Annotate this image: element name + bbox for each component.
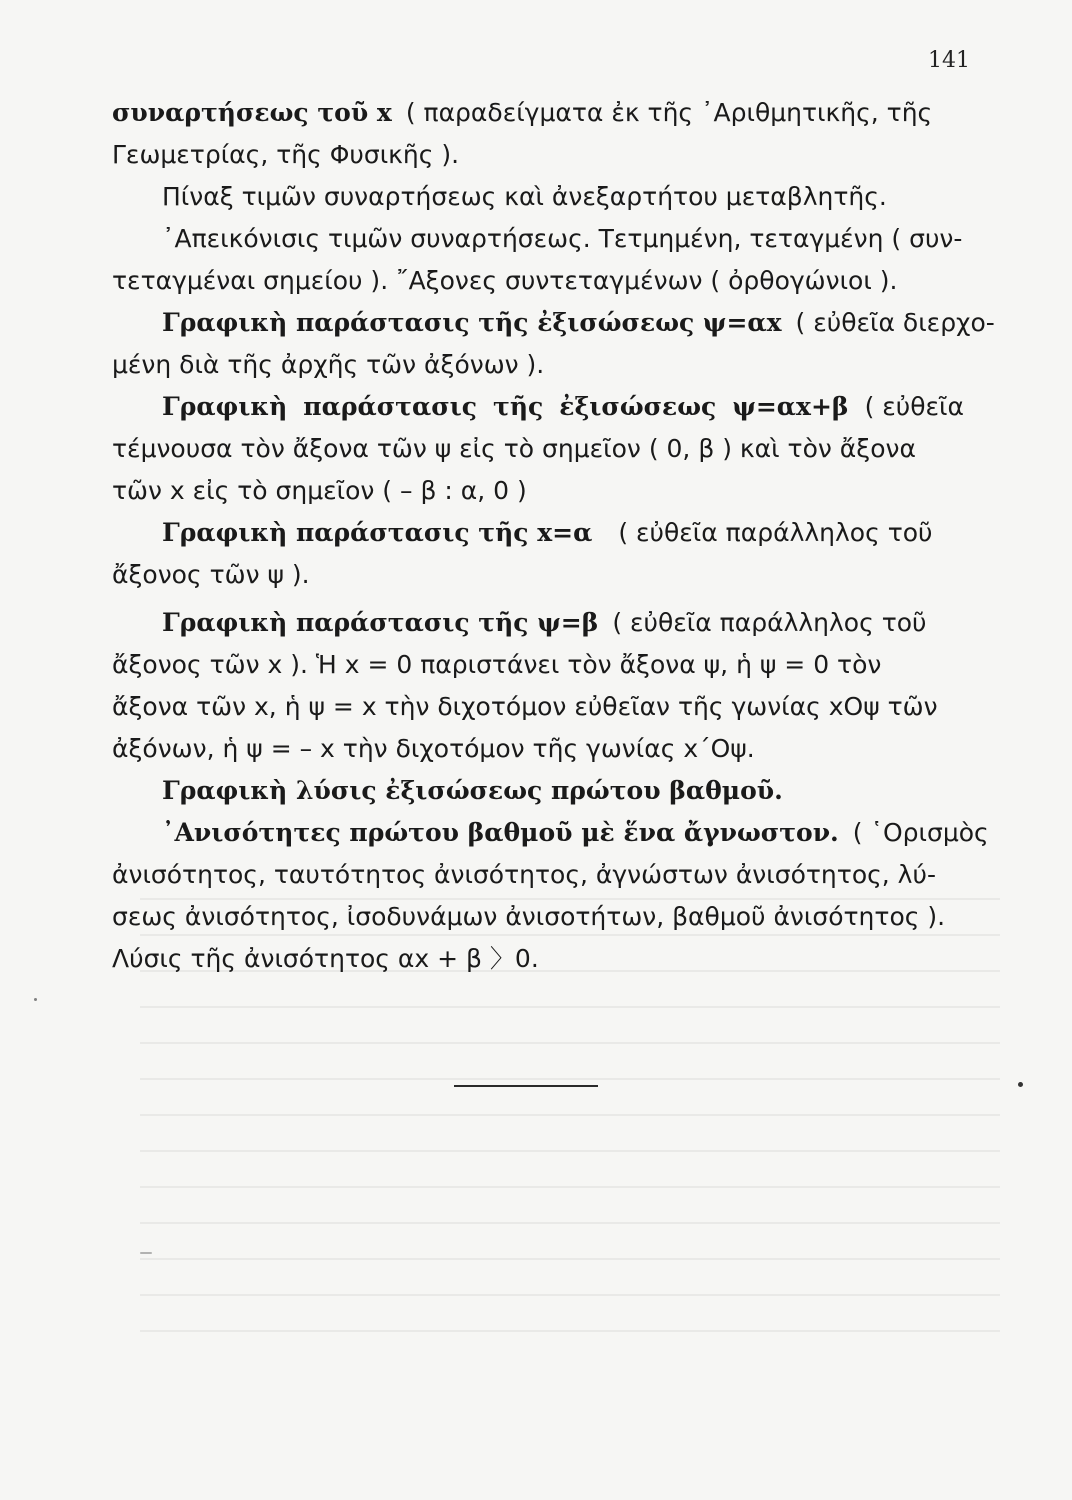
bold-heading: παράστασις bbox=[303, 392, 477, 421]
text-line-9 bbox=[112, 428, 964, 470]
bold-heading: ἐξισώσεως bbox=[559, 392, 717, 421]
text-line-1 bbox=[112, 92, 964, 134]
text-run: τῶν x εἰς τὸ σημεῖον ( – β : α, 0 ) bbox=[112, 476, 527, 505]
text-line-14 bbox=[112, 644, 964, 686]
text-line-12 bbox=[112, 554, 964, 596]
text-line-13 bbox=[112, 602, 964, 644]
text-line-8 bbox=[112, 386, 964, 428]
text-line-15 bbox=[112, 686, 964, 728]
text-line-18 bbox=[112, 812, 989, 854]
text-run: Γεωμετρίας, τῆς Φυσικῆς ). bbox=[112, 140, 460, 169]
print-speck bbox=[1018, 1082, 1023, 1087]
page-body bbox=[112, 92, 995, 980]
bold-heading: Γραφικὴ bbox=[162, 392, 288, 421]
text-line-5 bbox=[112, 260, 964, 302]
text-run: ἀξόνων, ἡ ψ = – x τὴν διχοτόμον τῆς γωνίας x΄Oψ. bbox=[112, 734, 755, 763]
text-line-11 bbox=[112, 512, 964, 554]
text-run: τεταγμέναι σημείου ). ῎Αξονες συντεταγμένων ( ὀρθογώνιοι ). bbox=[112, 266, 898, 295]
text-run: μένη διὰ τῆς ἀρχῆς τῶν ἀξόνων ). bbox=[112, 350, 545, 379]
text-line-4 bbox=[112, 218, 964, 260]
text-line-2 bbox=[112, 134, 964, 176]
print-speck bbox=[140, 1252, 152, 1254]
bold-term: συναρτήσεως τοῦ x bbox=[112, 98, 392, 127]
bold-heading: Γραφικὴ παράστασις τῆς ψ=β bbox=[162, 608, 599, 637]
bold-formula: ψ=αx+β bbox=[732, 392, 849, 421]
text-run: ( εὐθεῖα παράλληλος τοῦ bbox=[612, 608, 927, 637]
section-divider bbox=[454, 1085, 598, 1087]
bold-heading: ᾽Ανισότητες πρώτου βαθμοῦ μὲ ἕνα ἄγνωστον. bbox=[162, 818, 839, 847]
text-line-16 bbox=[112, 728, 964, 770]
bold-heading: τῆς bbox=[493, 392, 544, 421]
bold-heading: Γραφικὴ λύσις ἐξισώσεως πρώτου βαθμοῦ. bbox=[162, 776, 783, 805]
text-run: ( ῾Ορισμὸς bbox=[852, 818, 989, 847]
text-line-6 bbox=[112, 302, 995, 344]
text-run: τέμνουσα τὸν ἄξονα τῶν ψ εἰς τὸ σημεῖον ( 0, β ) καὶ τὸν ἄξονα bbox=[112, 434, 916, 463]
text-run: σεως ἀνισότητος, ἰσοδυνάμων ἀνισοτήτων, βαθμοῦ ἀνισότητος ). bbox=[112, 902, 946, 931]
text-line-17 bbox=[112, 770, 964, 812]
text-run: ἄξονος τῶν x ). Ἡ x = 0 παριστάνει τὸν ἄξονα ψ, ἡ ψ = 0 τὸν bbox=[112, 650, 882, 679]
text-run: ( εὐθεῖα παράλληλος τοῦ bbox=[618, 518, 933, 547]
page-number: 141 bbox=[928, 48, 970, 73]
text-run: Πίναξ τιμῶν συναρτήσεως καὶ ἀνεξαρτήτου μεταβλητῆς. bbox=[162, 182, 887, 211]
text-run: ᾽Απεικόνισις τιμῶν συναρτήσεως. Τετμημένη, τεταγμένη ( συν- bbox=[162, 224, 963, 253]
text-run: ἄξονος τῶν ψ ). bbox=[112, 560, 310, 589]
text-line-19 bbox=[112, 854, 964, 896]
text-line-21 bbox=[112, 938, 964, 980]
text-run: ( παραδείγματα ἐκ τῆς ᾽Αριθμητικῆς, τῆς bbox=[405, 98, 933, 127]
text-line-10 bbox=[112, 470, 964, 512]
text-line-7 bbox=[112, 344, 964, 386]
print-speck bbox=[34, 998, 37, 1001]
text-run: Λύσις τῆς ἀνισότητος αx + β 〉0. bbox=[112, 944, 539, 973]
bold-heading: Γραφικὴ παράστασις τῆς x=α bbox=[162, 518, 593, 547]
text-line-20 bbox=[112, 896, 964, 938]
text-run: ἄξονα τῶν x, ἡ ψ = x τὴν διχοτόμον εὐθεῖαν τῆς γωνίας xOψ τῶν bbox=[112, 692, 938, 721]
text-run: ἀνισότητος, ταυτότητος ἀνισότητος, ἀγνώστων ἀνισότητος, λύ- bbox=[112, 860, 936, 889]
bold-heading: Γραφικὴ παράστασις τῆς ἐξισώσεως ψ=αx bbox=[162, 308, 782, 337]
text-run: ( εὐθεῖα bbox=[864, 392, 964, 421]
text-line-3 bbox=[112, 176, 964, 218]
text-run: ( εὐθεῖα διερχο- bbox=[795, 308, 995, 337]
